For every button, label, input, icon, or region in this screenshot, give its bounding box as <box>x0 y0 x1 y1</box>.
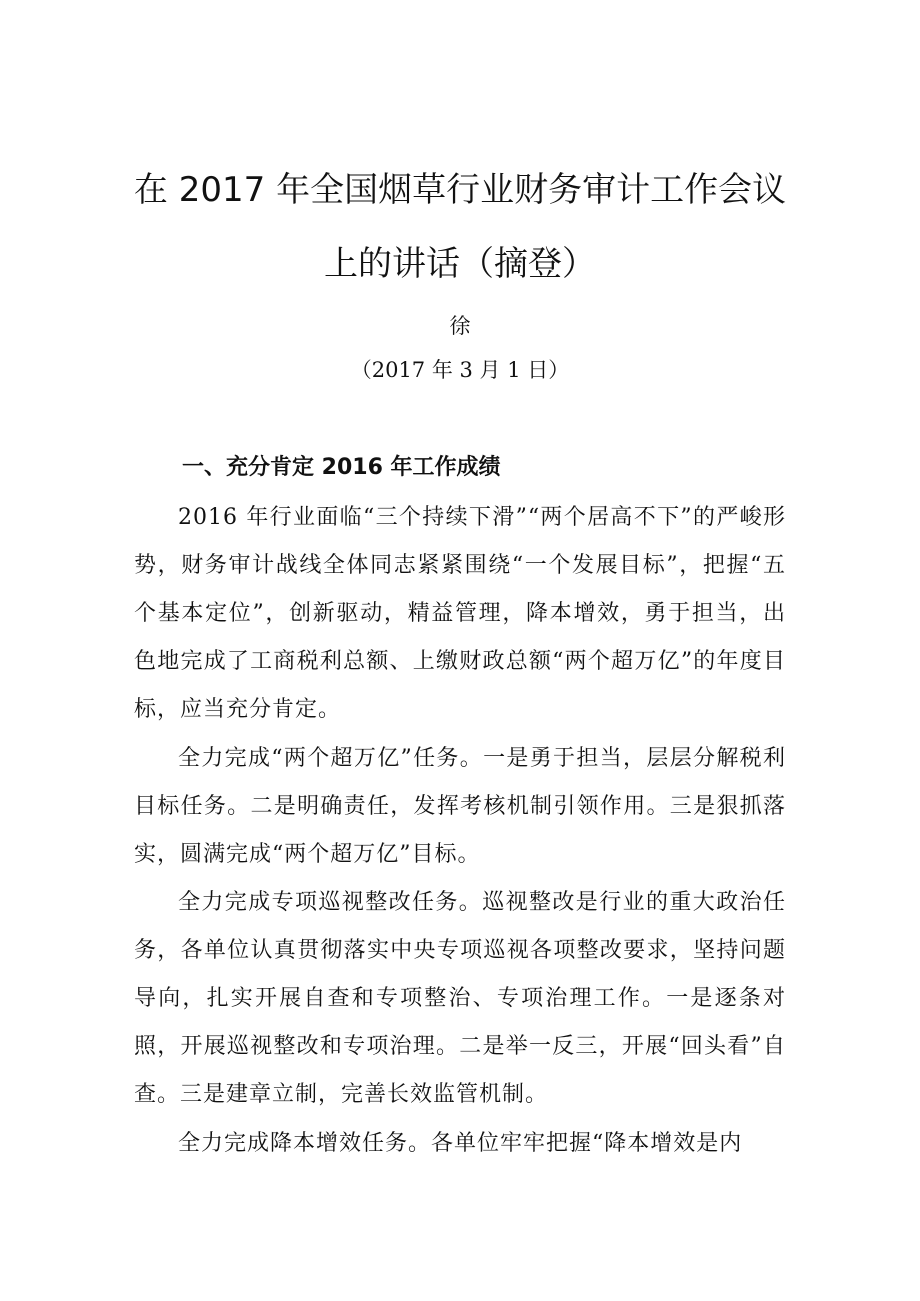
section-heading: 一、充分肯定 2016 年工作成绩 <box>182 455 501 480</box>
body-paragraph-2: 全力完成“两个超万亿”任务。一是勇于担当，层层分解税利目标任务。二是明确责任，发挥考核机制引领作用。三是狠抓落实，圆满完成“两个超万亿”目标。 <box>134 746 786 867</box>
document-title-line-2: 上的讲话（摘登） <box>324 244 596 284</box>
speech-date: （2017 年 3 月 1 日） <box>350 358 570 382</box>
body-paragraph-3: 全力完成专项巡视整改任务。巡视整改是行业的重大政治任务，各单位认真贯彻落实中央专项巡视各项整改要求，坚持问题导向，扎实开展自查和专项整治、专项治理工作。一是逐条对照，开展巡视整改和专项治理。二是举一反三，开展“回头看”自查。三是建章立制，完善长效监管机制。 <box>134 890 786 1107</box>
author-name: 徐 <box>449 314 471 338</box>
body-paragraph-1: 2016 年行业面临“三个持续下滑”“两个居高不下”的严峻形势，财务审计战线全体同志紧紧围绕“一个发展目标”，把握“五个基本定位”，创新驱动，精益管理，降本增效，勇于担当，出色地完成了工商税利总额、上缴财政总额“两个超万亿”的年度目标，应当充分肯定。 <box>134 505 786 722</box>
body-paragraph-4: 全力完成降本增效任务。各单位牢牢把握“降本增效是内 <box>178 1131 743 1156</box>
document-title-line-1: 在 2017 年全国烟草行业财务审计工作会议 <box>133 170 787 210</box>
